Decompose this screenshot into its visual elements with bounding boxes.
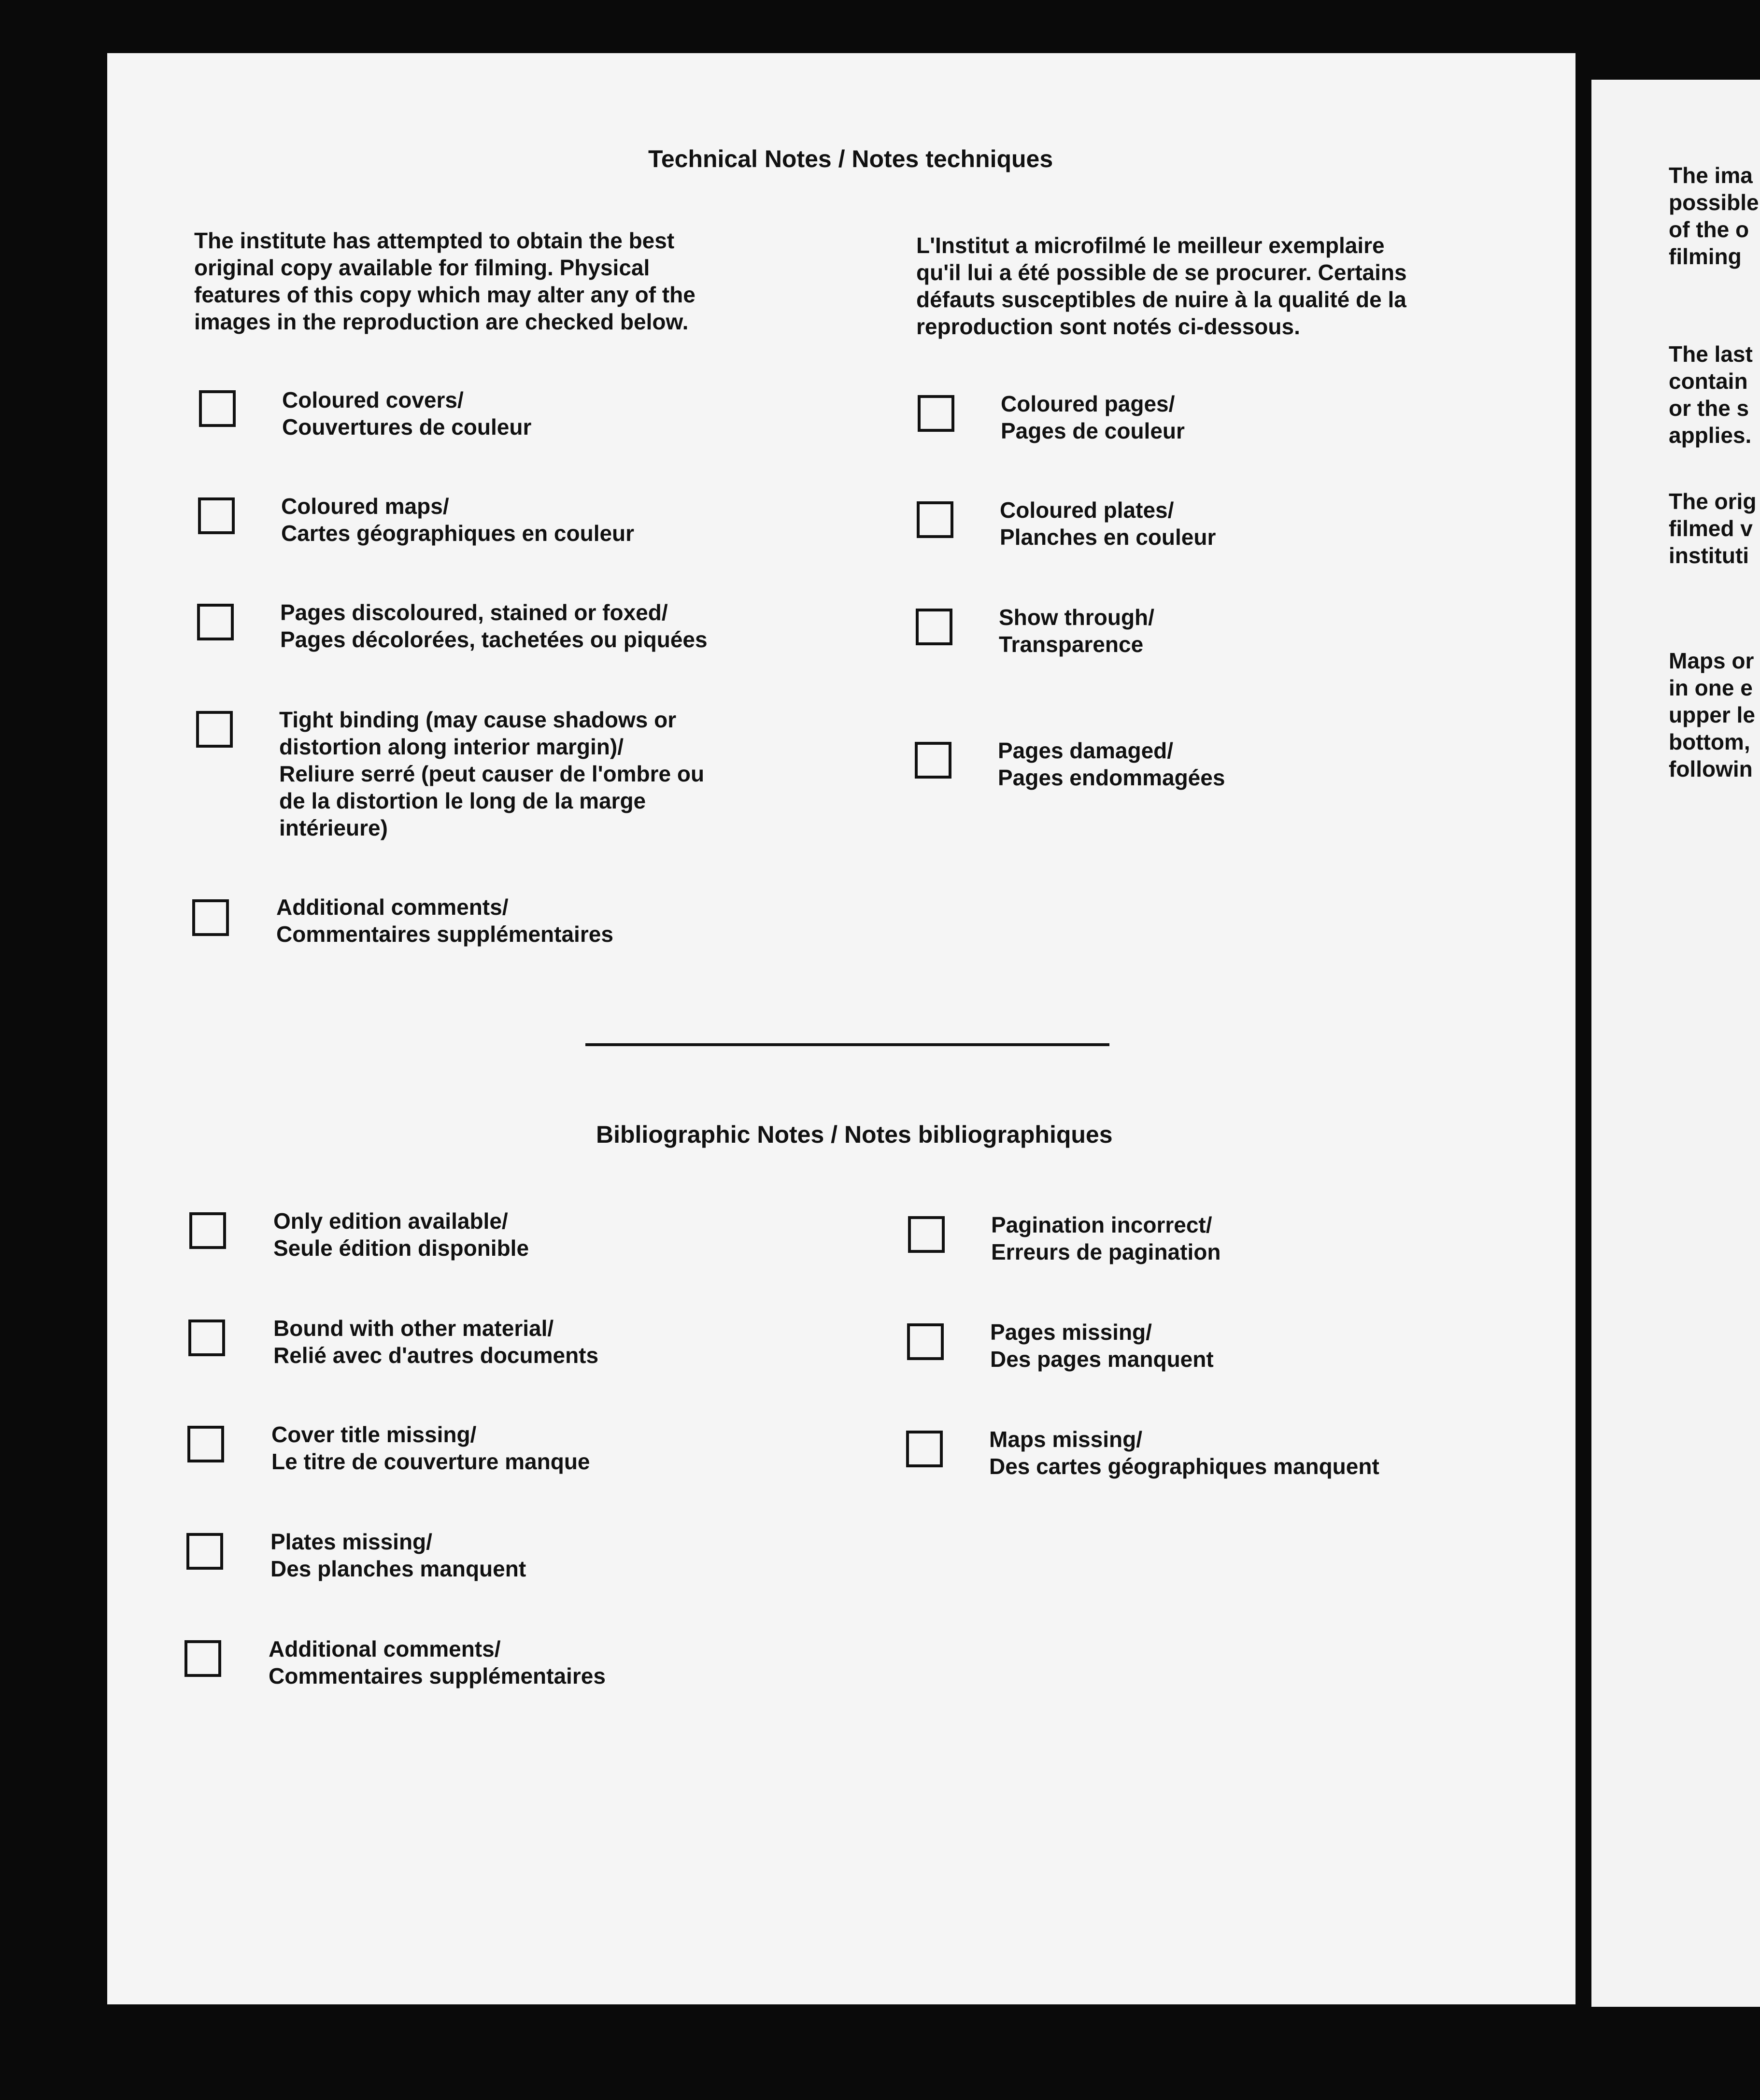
- bibliographic-additional-comments-label: Additional comments/ Commentaires supplémentaires: [269, 1636, 606, 1689]
- technical-intro-french: L'Institut a microfilmé le meilleur exemplaire qu'il lui a été possible de se procurer. Certains défauts susceptibles de nuire à la qualité de la reproduction sont notés ci-dessous.: [916, 233, 1407, 339]
- adjacent-paragraph-1: The ima possible of the o filming: [1669, 163, 1759, 269]
- cover-title-missing-label: Cover title missing/ Le titre de couverture manque: [271, 1422, 590, 1474]
- show-through-label: Show through/ Transparence: [999, 605, 1154, 657]
- only-edition-label: Only edition available/ Seule édition disponible: [273, 1208, 529, 1261]
- coloured-pages-label: Coloured pages/ Pages de couleur: [1001, 391, 1185, 443]
- pagination-incorrect-checkbox[interactable]: [908, 1216, 945, 1253]
- only-edition-checkbox[interactable]: [189, 1212, 226, 1249]
- coloured-covers-label: Coloured covers/ Couvertures de couleur: [282, 387, 532, 440]
- coloured-plates-label: Coloured plates/ Planches en couleur: [1000, 497, 1216, 550]
- technical-intro-english: The institute has attempted to obtain the best original copy available for filming. Physical features of this copy which may alter any of the images in the reproduction are checked below.: [194, 228, 695, 334]
- plates-missing-checkbox[interactable]: [186, 1533, 223, 1570]
- maps-missing-checkbox[interactable]: [906, 1431, 943, 1467]
- bibliographic-additional-comments-checkbox[interactable]: [185, 1640, 221, 1677]
- pages-discoloured-checkbox[interactable]: [197, 604, 234, 640]
- pages-damaged-checkbox[interactable]: [915, 742, 951, 779]
- coloured-maps-checkbox[interactable]: [198, 497, 235, 534]
- adjacent-paragraph-2: The last contain or the s applies.: [1669, 341, 1753, 448]
- adjacent-paragraph-3: The orig filmed v instituti: [1669, 489, 1757, 568]
- tight-binding-label: Tight binding (may cause shadows or distortion along interior margin)/ Reliure serré (peut causer de l'ombre ou de la distortion le long de la marge intérieure): [279, 707, 705, 840]
- pagination-incorrect-label: Pagination incorrect/ Erreurs de pagination: [991, 1212, 1221, 1264]
- adjacent-paragraph-4: Maps or in one e upper le bottom, followin: [1669, 648, 1755, 781]
- cover-title-missing-checkbox[interactable]: [187, 1426, 224, 1462]
- coloured-maps-label: Coloured maps/ Cartes géographiques en couleur: [281, 494, 635, 546]
- pages-damaged-label: Pages damaged/ Pages endommagées: [998, 738, 1225, 790]
- bound-with-label: Bound with other material/ Relié avec d'autres documents: [273, 1316, 599, 1368]
- bound-with-checkbox[interactable]: [188, 1320, 225, 1356]
- technical-notes-title: Technical Notes / Notes techniques: [648, 145, 1053, 172]
- technical-additional-comments-label: Additional comments/ Commentaires supplémentaires: [276, 894, 613, 947]
- maps-missing-label: Maps missing/ Des cartes géographiques manquent: [989, 1427, 1379, 1479]
- pages-missing-checkbox[interactable]: [907, 1323, 944, 1360]
- coloured-pages-checkbox[interactable]: [918, 395, 954, 432]
- coloured-plates-checkbox[interactable]: [917, 501, 953, 538]
- tight-binding-checkbox[interactable]: [196, 711, 233, 748]
- plates-missing-label: Plates missing/ Des planches manquent: [270, 1529, 526, 1581]
- pages-discoloured-label: Pages discoloured, stained or foxed/ Pages décolorées, tachetées ou piquées: [280, 600, 708, 652]
- technical-additional-comments-checkbox[interactable]: [192, 899, 229, 936]
- coloured-covers-checkbox[interactable]: [199, 390, 236, 427]
- main-page: [107, 53, 1575, 2004]
- section-divider: [585, 1043, 1109, 1046]
- show-through-checkbox[interactable]: [916, 609, 952, 645]
- adjacent-page: [1591, 80, 1760, 2007]
- pages-missing-label: Pages missing/ Des pages manquent: [990, 1320, 1214, 1372]
- bibliographic-notes-title: Bibliographic Notes / Notes bibliographiques: [596, 1121, 1113, 1148]
